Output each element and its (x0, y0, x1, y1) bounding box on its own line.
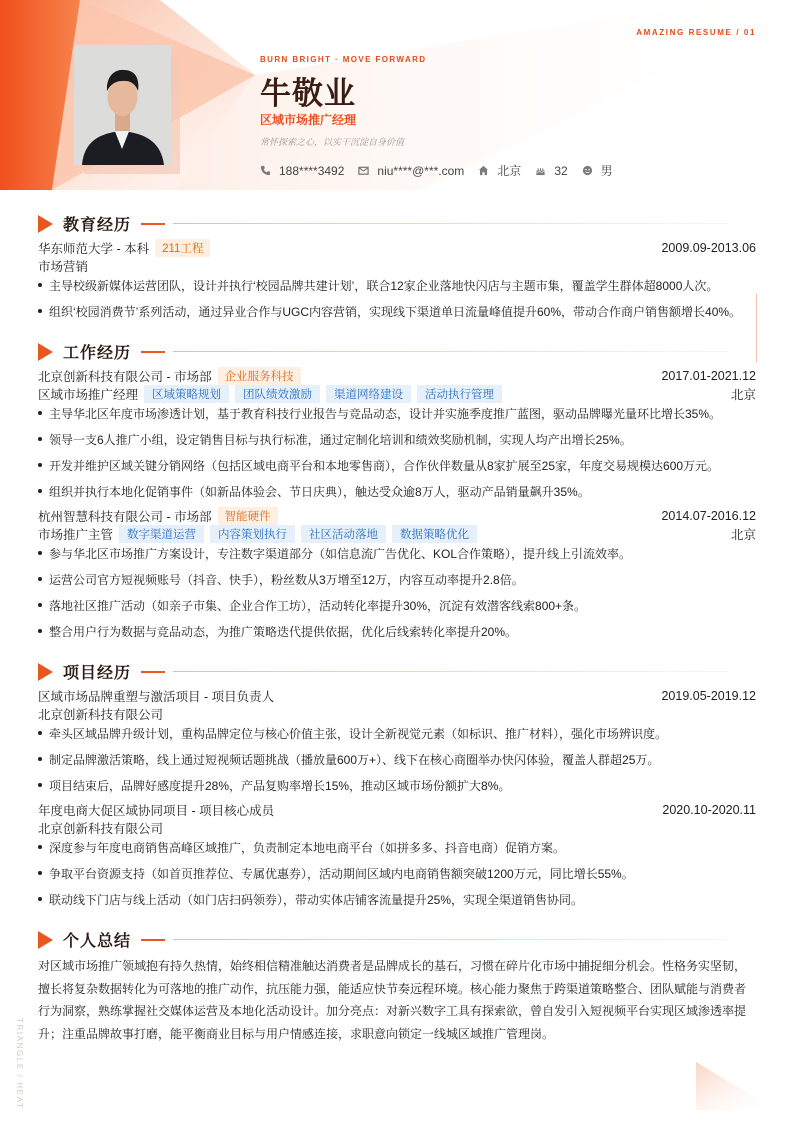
contact-phone (260, 164, 344, 178)
bullet-text: 争取平台资源支持（如首页推荐位、专属优惠券），活动期间区域内电商销售额突破1200万元，同比增长55%。 (49, 867, 634, 881)
job-city: 北京 (730, 528, 756, 542)
job-date: 2014.07-2016.12 (661, 509, 756, 523)
skill-tag: 社区活动落地 (301, 525, 386, 543)
job-position: 市场推广主管 (38, 528, 114, 542)
bullet-text: 联动线下门店与线上活动（如门店扫码领券），带动实体店铺客流量提升25%，实现全渠道销售协同。 (49, 893, 584, 907)
list-item (38, 725, 756, 742)
section-title: 工作经历 (63, 345, 132, 362)
bullet-text: 运营公司官方短视频账号（抖音、快手），粉丝数从3万增至12万，内容互动率提升2.8倍。 (49, 573, 524, 587)
project-name: 区域市场品牌重塑与激活项目 - 项目负责人 (38, 690, 275, 704)
bullet-dot (38, 731, 42, 735)
bullet-text: 牵头区域品牌升级计划，重构品牌定位与核心价值主张，设计全新视觉元素（如标识、推广材料），强化市场辨识度。 (49, 727, 668, 741)
education-school: 华东师范大学 - 本科 (38, 242, 150, 256)
project-header (38, 801, 756, 819)
job-header (38, 507, 756, 525)
education-row (38, 239, 756, 257)
section-title: 个人总结 (63, 933, 132, 950)
contact-email (358, 164, 464, 178)
section-triangle-icon (38, 931, 53, 949)
bullet-dot (38, 783, 42, 787)
bullet-text: 项目结束后，品牌好感度提升28%，产品复购率增长15%，推动区域市场份额扩大8%。 (49, 779, 511, 793)
bullet-text: 落地社区推广活动（如亲子市集、企业合作工坊），活动转化率提升30%，沉淀有效潜客线索800+条。 (49, 599, 587, 613)
bullet-dot (38, 757, 42, 761)
skill-tag: 活动执行管理 (417, 385, 502, 403)
contact-gender-text: 男 (600, 164, 613, 178)
list-item (38, 839, 756, 856)
job-position-row (38, 385, 756, 403)
bullet-dot (38, 551, 42, 555)
section-divider (173, 939, 728, 940)
section-triangle-icon (38, 215, 53, 233)
section-title: 教育经历 (63, 217, 132, 234)
list-item (38, 483, 756, 500)
contact-phone-text: 188****3492 (279, 163, 345, 178)
project-date: 2019.05-2019.12 (661, 689, 756, 703)
project-name: 年度电商大促区域协同项目 - 项目核心成员 (38, 804, 275, 818)
person-name: 牛敬业 (260, 76, 356, 111)
corner-decoration (696, 1062, 794, 1123)
section-title: 项目经历 (63, 665, 132, 682)
bullet-dot (38, 897, 42, 901)
list-item (38, 405, 756, 422)
summary-text: 对区域市场推广领域抱有持久热情，始终相信精准触达消费者是品牌成长的基石，习惯在碎片化市场中捕捉细分机会。性格务实坚韧，擅长将复杂数据转化为可落地的推广动作，抗压能力强，能适应快节奏远程环境。核心能力聚焦于跨渠道策略整合、团队赋能与消费者行为洞察，熟练掌握社交媒体运营及本地化活动设计。加分亮点：对新兴数字工具有探索欲，曾自发引入短视频平台实现区域渗透率提升；注重品牌故事打磨，能平衡商业目标与用户情感连接，求职意向锁定一线城区域推广管理岗。 (38, 959, 747, 1041)
avatar (74, 45, 171, 165)
section-dash (141, 351, 165, 353)
home-icon (478, 165, 489, 176)
bullet-text: 主导华北区年度市场渗透计划，基于教育科技行业报告与竞品动态，设计并实施季度推广蓝图，驱动品牌曝光量环比增长35%。 (49, 407, 722, 421)
contact-email-text: niu****@***.com (377, 163, 465, 178)
list-item (38, 891, 756, 908)
skill-tag: 数据策略优化 (392, 525, 477, 543)
bullet-text: 参与华北区市场推广方案设计，专注数字渠道部分（如信息流广告优化、KOL合作策略），提升线上引流效率。 (49, 547, 632, 561)
bullet-dot (38, 603, 42, 607)
bullet-text: 深度参与年度电商销售高峰区域推广，负责制定本地电商平台（如拼多多、抖音电商）促销方案。 (49, 841, 566, 855)
list-item (38, 751, 756, 768)
section-triangle-icon (38, 343, 53, 361)
education-date: 2009.09-2013.06 (661, 241, 756, 255)
bullet-dot (38, 437, 42, 441)
cake-icon (535, 165, 546, 176)
project-company: 北京创新科技有限公司 (38, 822, 164, 836)
mail-icon (358, 165, 369, 176)
section-work-heading (38, 340, 728, 363)
list-item (38, 777, 756, 794)
list-item (38, 431, 756, 448)
job-company: 杭州智慧科技有限公司 - 市场部 (38, 510, 212, 524)
list-item (38, 303, 756, 320)
contact-age-text: 32 (554, 163, 568, 178)
skill-tag: 渠道网络建设 (326, 385, 411, 403)
bullet-text: 组织‘校园消费节’系列活动，通过异业合作与UGC内容营销，实现线下渠道单日流量峰值提升60%，带动合作商户销售额增长40%。 (49, 305, 742, 319)
job-position-row (38, 525, 756, 543)
section-dash (141, 939, 165, 941)
bullet-text: 开发并维护区域关键分销网络（包括区域电商平台和本地零售商），合作伙伴数量从8家扩展至25家，年度交易规模达600万元。 (49, 459, 720, 473)
skill-tag: 数字渠道运营 (119, 525, 204, 543)
job-header (38, 367, 756, 385)
contact-gender (582, 162, 613, 179)
bullet-dot (38, 489, 42, 493)
list-item (38, 457, 756, 474)
contact-city (478, 162, 521, 179)
bullet-dot (38, 463, 42, 467)
job-title: 区域市场推广经理 (260, 113, 357, 127)
contact-age (535, 164, 567, 178)
bullet-text: 主导校级新媒体运营团队，设计并执行‘校园品牌共建计划’，联合12家企业落地快闪店与主题市集，覆盖学生群体超8000人次。 (49, 279, 719, 293)
job-date: 2017.01-2021.12 (661, 369, 756, 383)
phone-icon (260, 165, 271, 176)
resume-tag: AMAZING RESUME / 01 (636, 28, 756, 37)
job-industry-tag: 企业服务科技 (218, 367, 301, 385)
side-watermark-text: TRIANGLE / HEAT (15, 1018, 24, 1110)
person-icon (582, 165, 593, 176)
profile-photo (74, 45, 180, 174)
section-projects-heading (38, 660, 728, 683)
bullet-dot (38, 871, 42, 875)
bullet-text: 制定品牌激活策略，线上通过短视频话题挑战（播放量600万+）、线下在核心商圈举办快闪体验，覆盖人群超25万。 (49, 753, 660, 767)
education-tag: 211工程 (155, 239, 210, 257)
job-position: 区域市场推广经理 (38, 388, 139, 402)
section-divider (173, 351, 728, 352)
section-dash (141, 671, 165, 673)
project-date: 2020.10-2020.11 (662, 803, 756, 817)
decorative-line (756, 293, 757, 363)
contact-city-text: 北京 (497, 164, 522, 178)
contact-bar (260, 162, 627, 179)
project-company: 北京创新科技有限公司 (38, 708, 164, 722)
bullet-dot (38, 309, 42, 313)
section-education-heading (38, 212, 728, 235)
bullet-dot (38, 283, 42, 287)
bullet-text: 组织并执行本地化促销事件（如新品体验会、节日庆典），触达受众逾8万人，驱动产品销量飙升35%。 (49, 485, 590, 499)
side-watermark (12, 1018, 26, 1108)
education-major: 市场营销 (38, 260, 89, 274)
bullet-text: 整合用户行为数据与竞品动态，为推广策略迭代提供依据，优化后线索转化率提升20%。 (49, 625, 518, 639)
bullet-text: 领导一支6人推广小组，设定销售目标与执行标准，通过定制化培训和绩效奖励机制，实现人均产出增长25%。 (49, 433, 632, 447)
section-divider (173, 223, 728, 224)
section-summary-heading (38, 928, 728, 951)
list-item (38, 277, 756, 294)
bullet-dot (38, 411, 42, 415)
job-industry-tag: 智能硬件 (218, 507, 278, 525)
list-item (38, 571, 756, 588)
list-item (38, 545, 756, 562)
motto: BURN BRIGHT · MOVE FORWARD (260, 55, 427, 64)
skill-tag: 团队绩效激励 (235, 385, 320, 403)
bullet-dot (38, 577, 42, 581)
list-item (38, 865, 756, 882)
skill-tag: 内容策划执行 (210, 525, 295, 543)
job-company: 北京创新科技有限公司 - 市场部 (38, 370, 212, 384)
bullet-dot (38, 629, 42, 633)
section-dash (141, 223, 165, 225)
section-triangle-icon (38, 663, 53, 681)
tagline: 常怀探索之心，以实干沉淀自身价值 (260, 137, 405, 147)
project-header (38, 687, 756, 705)
list-item (38, 597, 756, 614)
section-divider (173, 671, 728, 672)
job-city: 北京 (730, 388, 756, 402)
bullet-dot (38, 845, 42, 849)
list-item (38, 623, 756, 640)
skill-tag: 区域策略规划 (144, 385, 229, 403)
